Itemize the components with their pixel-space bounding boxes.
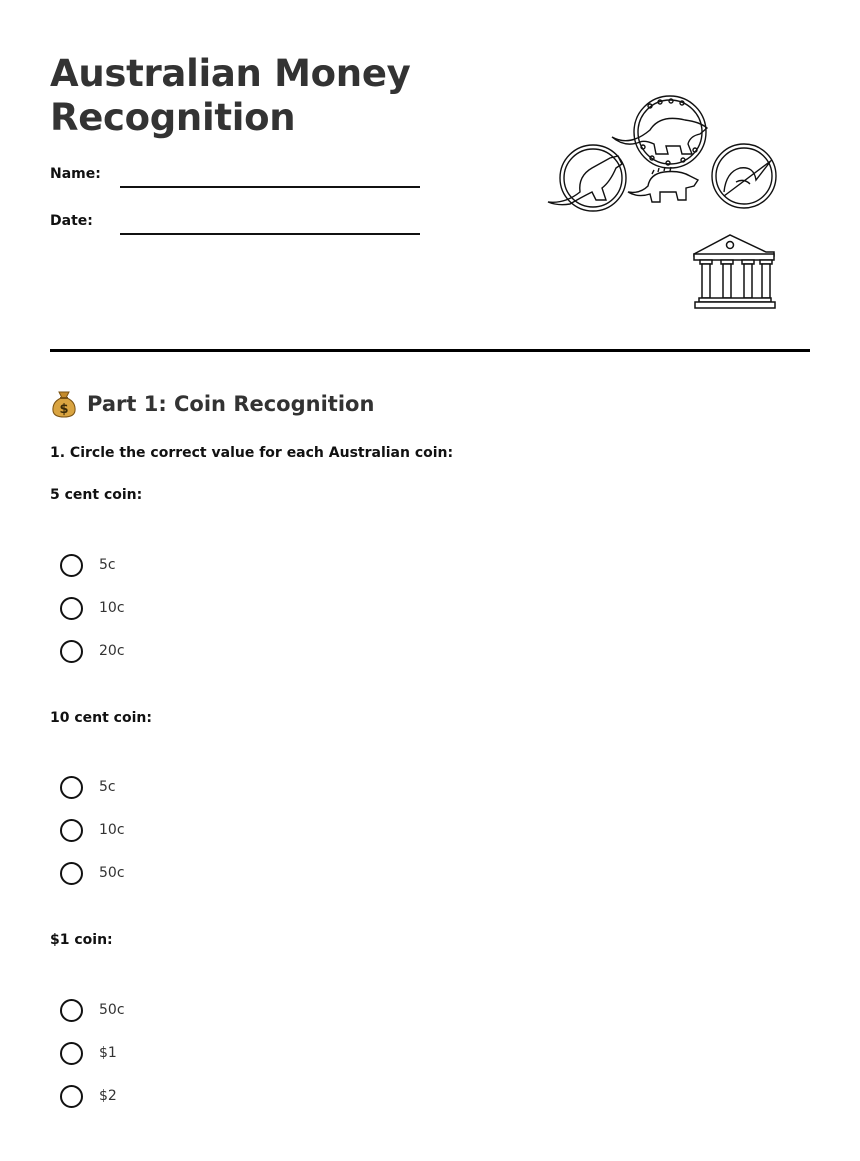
money-bag-icon (50, 389, 78, 419)
date-label: Date: (50, 213, 93, 229)
title-line-1: Australian Money (50, 52, 411, 95)
option-1d-3[interactable] (60, 1084, 117, 1108)
section-heading-text: Part 1: Coin Recognition (87, 392, 375, 416)
title-line-2: Recognition (50, 96, 296, 139)
option-text: $2 (99, 1088, 117, 1104)
option-text: 10c (99, 822, 125, 838)
svg-text:$: $ (59, 402, 69, 417)
option-5c-3[interactable] (60, 639, 125, 663)
name-label: Name: (50, 166, 101, 182)
date-field[interactable] (50, 213, 420, 243)
option-text: 5c (99, 557, 116, 573)
option-10c-3[interactable] (60, 861, 125, 885)
section-heading (50, 388, 374, 420)
answer-circle[interactable] (60, 554, 83, 577)
answer-circle[interactable] (60, 1042, 83, 1065)
coin-label-5c: 5 cent coin: (50, 487, 143, 503)
answer-circle[interactable] (60, 640, 83, 663)
option-text: 5c (99, 779, 116, 795)
option-text: $1 (99, 1045, 117, 1061)
option-5c-1[interactable] (60, 553, 116, 577)
option-10c-2[interactable] (60, 818, 125, 842)
option-text: 10c (99, 600, 125, 616)
option-text: 50c (99, 1002, 125, 1018)
answer-circle[interactable] (60, 1085, 83, 1108)
worksheet-title (50, 52, 470, 140)
header-divider (50, 349, 810, 352)
date-underline[interactable] (120, 233, 420, 235)
option-text: 20c (99, 643, 125, 659)
answer-circle[interactable] (60, 862, 83, 885)
coin-label-1-dollar: $1 coin: (50, 932, 113, 948)
answer-circle[interactable] (60, 776, 83, 799)
option-10c-1[interactable] (60, 775, 116, 799)
money-illustration (540, 92, 790, 317)
answer-circle[interactable] (60, 999, 83, 1022)
option-1d-1[interactable] (60, 998, 125, 1022)
option-text: 50c (99, 865, 125, 881)
name-field[interactable] (50, 166, 420, 196)
name-underline[interactable] (120, 186, 420, 188)
answer-circle[interactable] (60, 819, 83, 842)
answer-circle[interactable] (60, 597, 83, 620)
option-5c-2[interactable] (60, 596, 125, 620)
bank-building-icon (690, 232, 778, 312)
coin-label-10c: 10 cent coin: (50, 710, 152, 726)
question-prompt: 1. Circle the correct value for each Australian coin: (50, 445, 454, 461)
option-1d-2[interactable] (60, 1041, 117, 1065)
